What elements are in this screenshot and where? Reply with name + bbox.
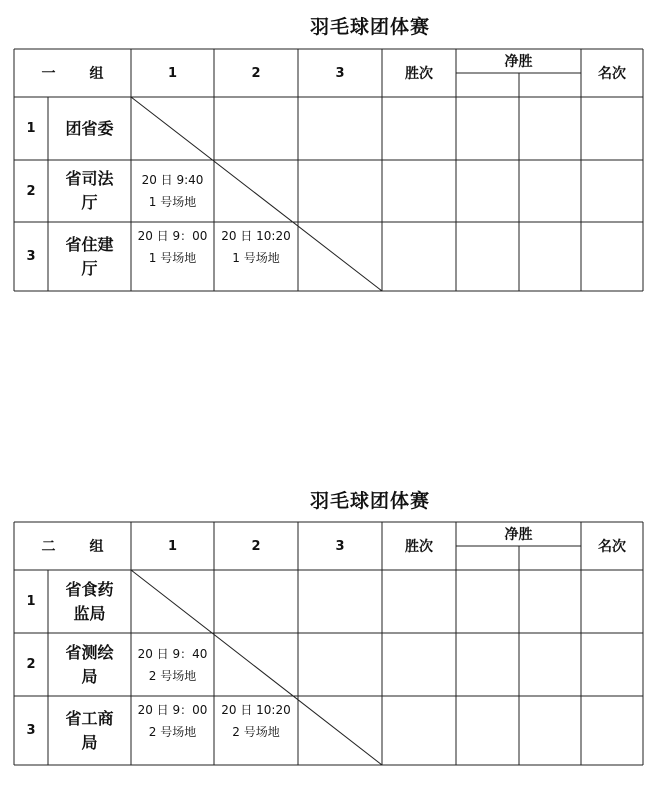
team-name-line: 厅 <box>81 193 98 212</box>
match-time: 20 日 9:40 <box>141 173 204 187</box>
col-header-1: 1 <box>167 65 178 81</box>
group-suffix: 组 <box>89 539 104 555</box>
match-time: 20 日 10:20 <box>221 703 291 717</box>
group-suffix: 组 <box>89 66 104 82</box>
row-number-2: 2 <box>26 183 36 199</box>
match-time: 20 日 10:20 <box>221 229 291 243</box>
team-name-1 <box>48 570 131 633</box>
row-number-1: 1 <box>26 594 36 609</box>
match-court: 2 号场地 <box>148 725 197 739</box>
table-title: 羽毛球团体赛 <box>309 490 430 512</box>
group-name: 一 <box>41 66 56 82</box>
team-name-line: 省测绘 <box>65 642 114 662</box>
rank-header: 名次 <box>598 66 626 82</box>
table-title: 羽毛球团体赛 <box>309 16 430 38</box>
match-schedule-r3c2 <box>214 696 298 746</box>
team-name-line: 省住建 <box>65 234 114 254</box>
match-court: 2 号场地 <box>232 725 280 739</box>
team-name-line: 局 <box>81 666 98 686</box>
group-name: 二 <box>41 539 56 555</box>
match-court: 1 号场地 <box>148 251 197 265</box>
team-name-line: 监局 <box>73 603 106 623</box>
group-label <box>14 522 131 570</box>
wins-header: 胜次 <box>405 66 433 82</box>
net-wins-header: 净胜 <box>504 527 533 543</box>
col-header-2: 2 <box>251 65 261 81</box>
match-time: 20 日 9：40 <box>137 646 208 661</box>
team-name-2 <box>48 633 131 696</box>
match-court: 1 号场地 <box>232 251 280 265</box>
team-name-line: 省工商 <box>65 708 114 728</box>
row-number-3: 3 <box>26 723 36 738</box>
row-number-2: 2 <box>26 657 36 672</box>
rank-header: 名次 <box>598 539 626 555</box>
match-time: 20 日 9：00 <box>137 229 208 243</box>
wins-header: 胜次 <box>405 539 433 555</box>
match-time: 20 日 9：00 <box>137 703 208 717</box>
row-number-1: 1 <box>26 121 36 136</box>
match-schedule-r2c1 <box>131 633 214 696</box>
col-header-1: 1 <box>167 538 178 554</box>
match-court: 2 号场地 <box>148 668 197 683</box>
col-header-2: 2 <box>251 538 261 554</box>
team-name-line: 省司法 <box>65 169 114 188</box>
match-court: 1 号场地 <box>148 195 197 209</box>
team-name-line: 局 <box>81 732 98 752</box>
net-wins-header: 净胜 <box>504 54 533 70</box>
team-name-line: 团省委 <box>65 118 114 138</box>
team-name-3 <box>48 696 131 765</box>
col-header-3: 3 <box>335 538 345 554</box>
row-number-3: 3 <box>26 249 36 264</box>
team-name-line: 厅 <box>81 258 98 278</box>
match-schedule-r3c1 <box>131 696 214 746</box>
col-header-3: 3 <box>335 65 345 81</box>
team-name-line: 省食药 <box>65 579 114 599</box>
